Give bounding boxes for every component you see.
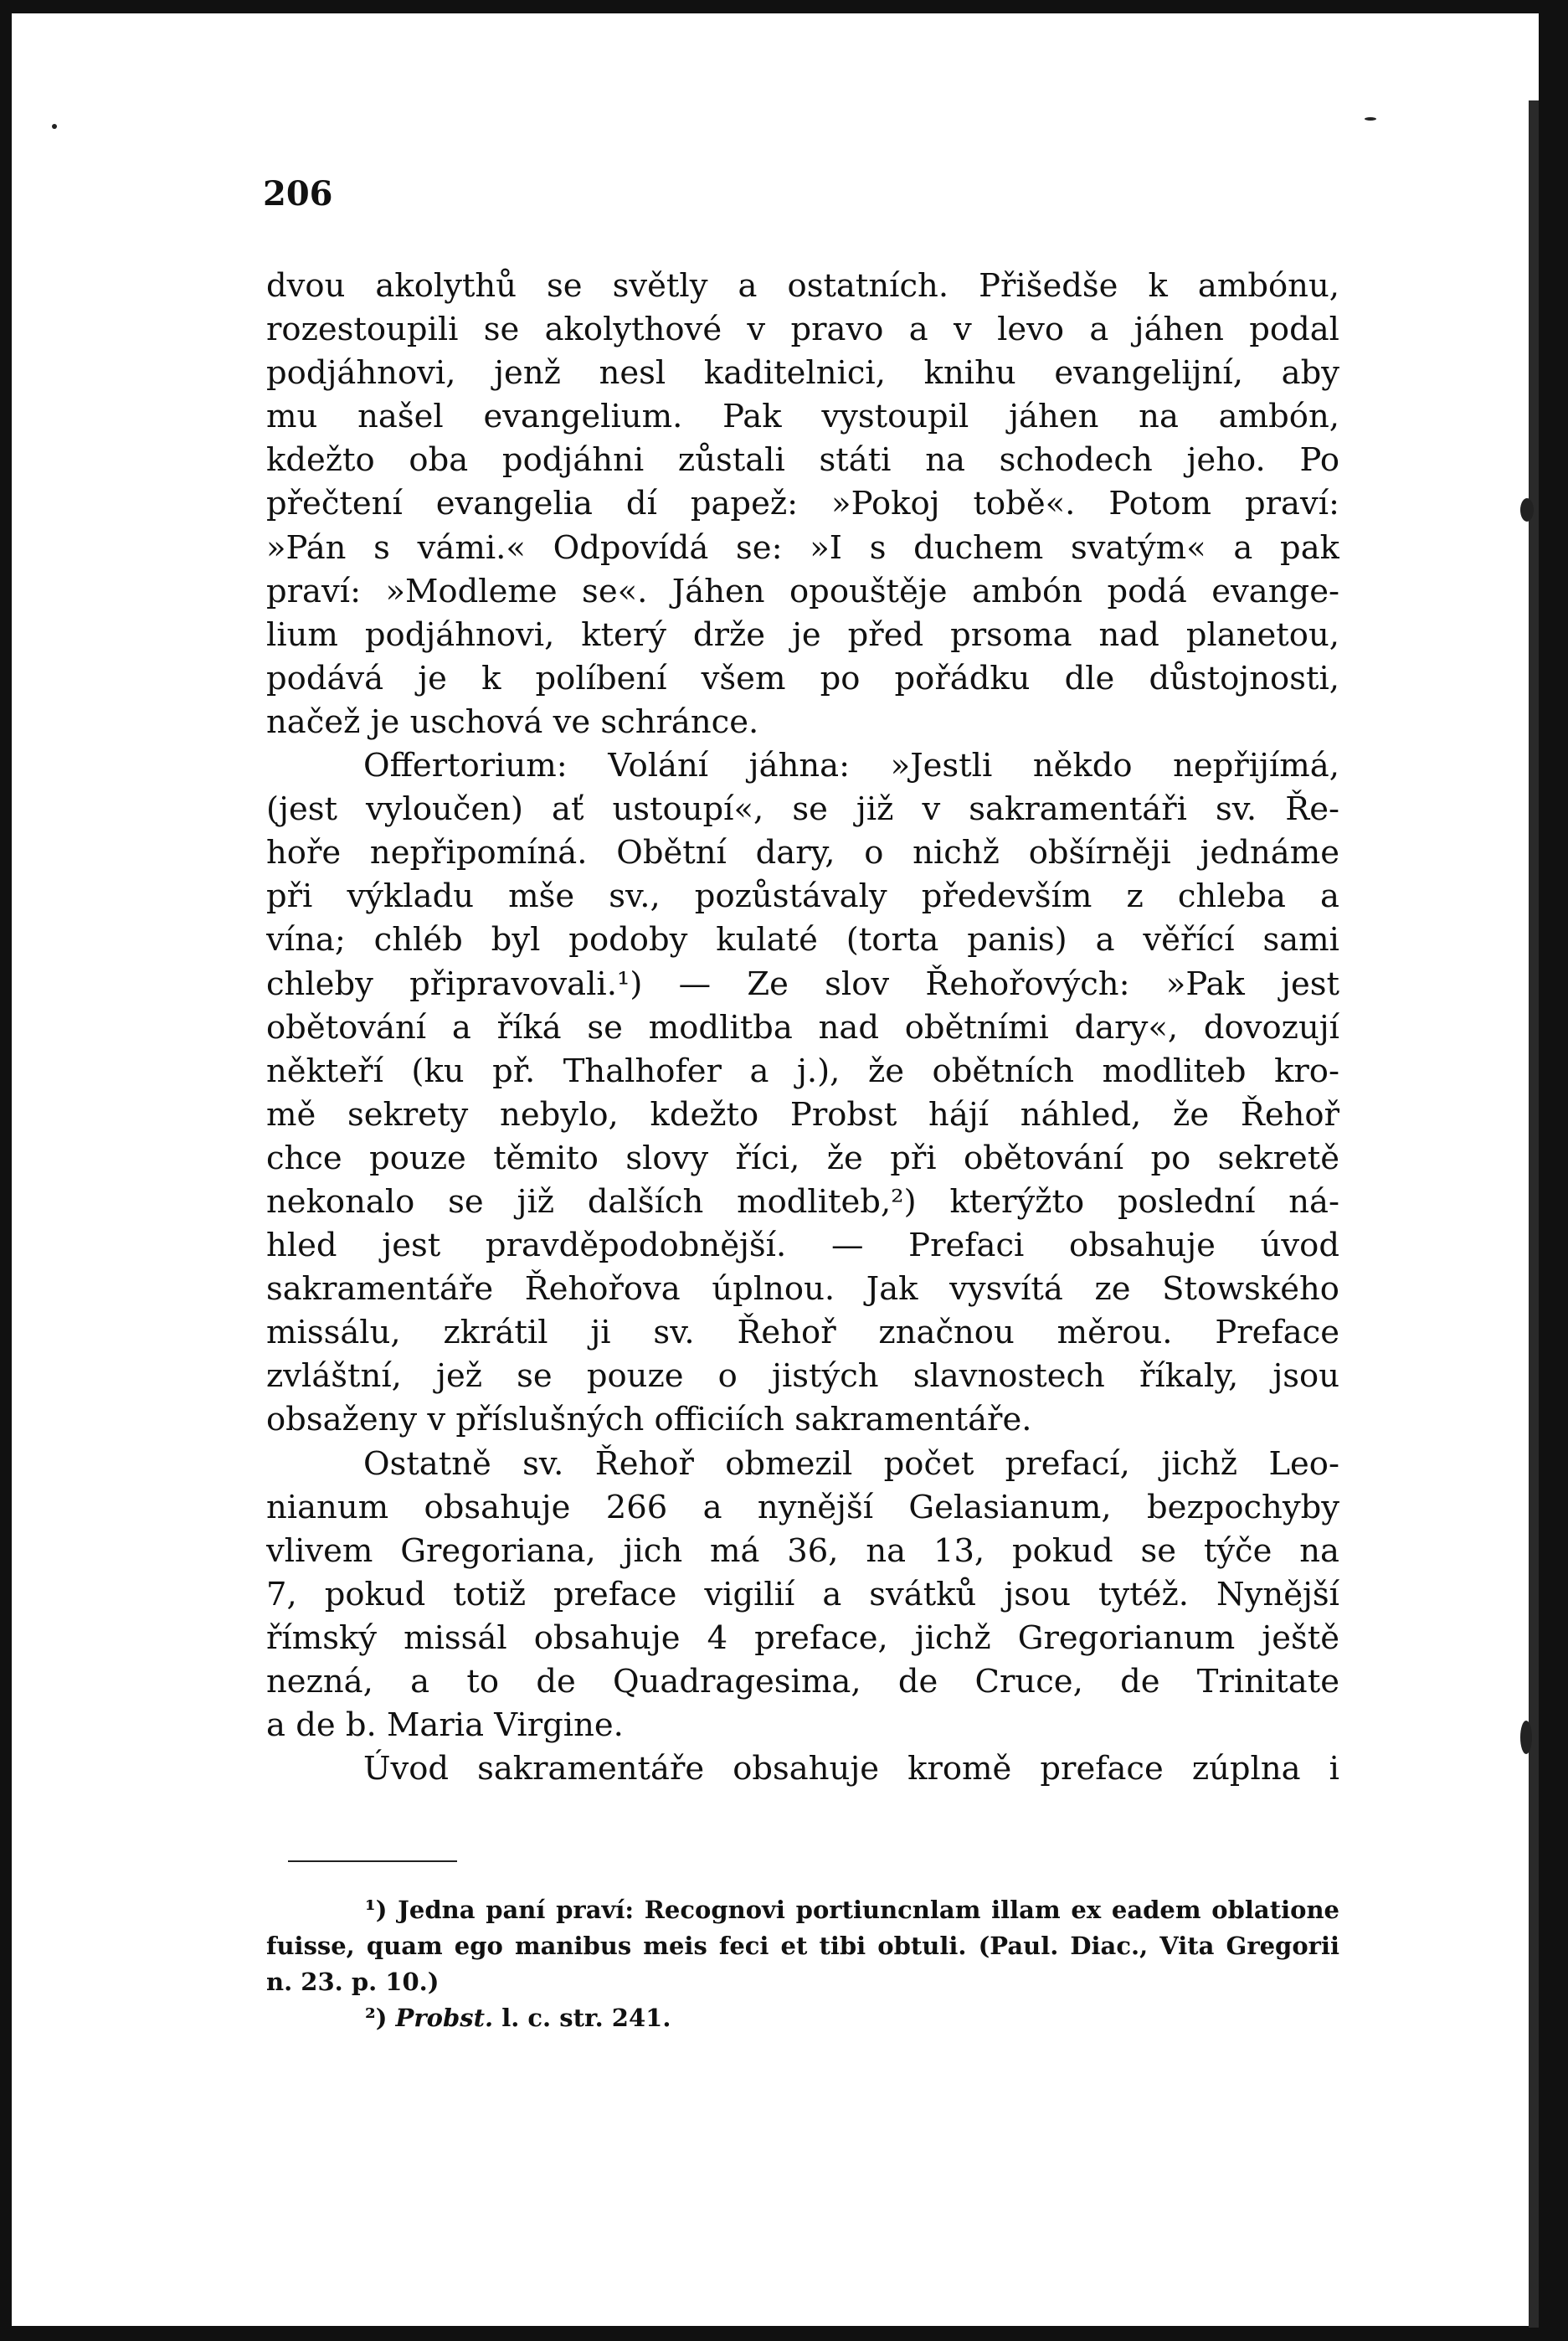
paragraph: [266, 265, 1339, 744]
scan-speck: [1520, 498, 1534, 522]
text-line: vína; chléb byl podoby kulaté (torta panis) a věřící sami: [266, 921, 1339, 960]
text-line: Úvod sakramentáře obsahuje kromě preface zúplna i: [363, 1750, 1339, 1788]
footnote-1-line: ¹) Jedna paní praví: Recognovi portiuncnlam illam ex eadem oblatione: [365, 1896, 1339, 1924]
paragraph: [266, 744, 1339, 1443]
text-line: sakramentáře Řehořova úplnou. Jak vysvítá ze Stowského: [266, 1270, 1339, 1309]
text-line: dvou akolythů se světly a ostatních. Přišedše k ambónu,: [266, 267, 1339, 305]
text-line: lium podjáhnovi, který drže je před prsoma nad planetou,: [266, 615, 1339, 654]
footnote-divider: [288, 1860, 457, 1862]
text-line: podává je k políbení všem po pořádku dle důstojnosti,: [266, 659, 1339, 697]
scan-speck: [1520, 1721, 1532, 1754]
text-line: Ostatně sv. Řehoř obmezil počet prefací, jichž Leo-: [363, 1444, 1339, 1483]
text-line: kdežto oba podjáhni zůstali státi na schodech jeho. Po: [266, 441, 1339, 480]
footnote-2-author: Probst.: [395, 2004, 494, 2032]
paragraph: [266, 1747, 1339, 1791]
text-line: načež je uschová ve schránce.: [266, 702, 759, 741]
scan-border-bottom: [0, 2326, 1568, 2341]
text-line: obsaženy v příslušných officiích sakramentáře.: [266, 1401, 1032, 1439]
scan-border-right: [1539, 0, 1568, 2341]
text-line: někteří (ku př. Thalhofer a j.), že obětních modliteb kro-: [266, 1052, 1339, 1090]
scan-border-right-inner: [1529, 100, 1539, 2328]
text-line: nekonalo se již dalších modliteb,²) kterýžto poslední ná-: [266, 1182, 1339, 1221]
text-line: (jest vyloučen) ať ustoupí«, se již v sakramentáři sv. Ře-: [266, 790, 1339, 829]
text-line: a de b. Maria Virgine.: [266, 1706, 624, 1745]
text-line: mě sekrety nebylo, kdežto Probst hájí náhled, že Řehoř: [266, 1095, 1339, 1134]
text-line: hled jest pravděpodobnější. — Prefaci obsahuje úvod: [266, 1227, 1339, 1265]
scan-border-top: [0, 0, 1568, 13]
footnote-1-line: n. 23. p. 10.): [266, 1968, 440, 1996]
text-line: chleby připravovali.¹) — Ze slov Řehořových: »Pak jest: [266, 965, 1339, 1003]
footnote-2: [266, 2000, 1339, 2036]
paragraph: [266, 1443, 1339, 1748]
body-text: [266, 265, 1339, 1791]
footnote-1-line: fuisse, quam ego manibus meis feci et tibi obtuli. (Paul. Diac., Vita Gregorii: [266, 1932, 1339, 1960]
text-line: nezná, a to de Quadragesima, de Cruce, de Trinitate: [266, 1663, 1339, 1700]
text-line: při výkladu mše sv., pozůstávaly především z chleba a: [266, 877, 1339, 916]
text-line: přečtení evangelia dí papež: »Pokoj tobě«. Potom praví:: [266, 485, 1339, 523]
page-number: 206: [263, 174, 333, 214]
text-line: zvláštní, jež se pouze o jistých slavnostech říkaly, jsou: [266, 1357, 1339, 1396]
text-line: rozestoupili se akolythové v pravo a v levo a jáhen podal: [266, 311, 1339, 349]
footnote-2-reference: l. c. str. 241.: [501, 2004, 671, 2032]
footnote-2-mark: ²): [365, 2004, 388, 2032]
text-line: vlivem Gregoriana, jich má 36, na 13, pokud se týče na: [266, 1531, 1339, 1570]
text-line: nianum obsahuje 266 a nynější Gelasianum, bezpochyby: [266, 1488, 1339, 1526]
text-line: »Pán s vámi.« Odpovídá se: »I s duchem svatým« a pak: [266, 528, 1339, 567]
text-line: chce pouze těmito slovy říci, že při obětování po sekretě: [266, 1139, 1339, 1177]
footnotes: [266, 1892, 1339, 2036]
text-line: Offertorium: Volání jáhna: »Jestli někdo nepřijímá,: [363, 747, 1339, 785]
scan-speck: [52, 124, 57, 129]
text-line: římský missál obsahuje 4 preface, jichž Gregorianum ještě: [266, 1618, 1339, 1657]
text-line: hoře nepřipomíná. Obětní dary, o nichž obšírněji jednáme: [266, 834, 1339, 872]
text-line: podjáhnovi, jenž nesl kaditelnici, knihu evangelijní, aby: [266, 354, 1339, 393]
text-line: 7, pokud totiž preface vigilií a svátků jsou tytéž. Nynější: [266, 1575, 1339, 1613]
scan-border-left: [0, 0, 12, 2341]
text-line: obětování a říká se modlitba nad obětními dary«, dovozují: [266, 1008, 1339, 1047]
text-line: mu našel evangelium. Pak vystoupil jáhen na ambón,: [266, 398, 1339, 436]
scan-speck: [1365, 117, 1376, 121]
text-line: praví: »Modleme se«. Jáhen opouštěje ambón podá evange-: [266, 572, 1339, 610]
text-line: missálu, zkrátil ji sv. Řehoř značnou měrou. Preface: [266, 1314, 1339, 1352]
